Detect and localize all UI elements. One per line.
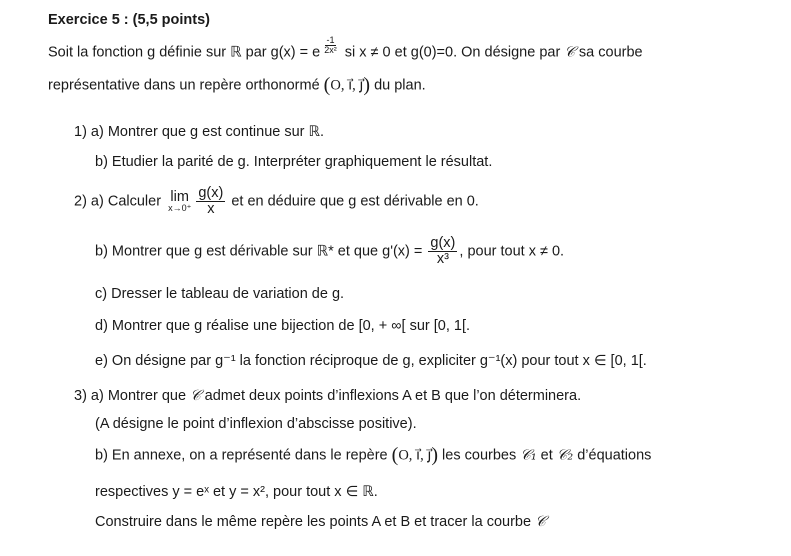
intro-line-1 [48,35,643,64]
q3b-text-mid: les courbes [438,447,521,464]
frame2-close-paren: ) [431,444,439,466]
frame2-open-paren: ( [391,444,399,466]
derivative-fraction-num: g(x) [430,235,456,251]
intro-text-a: Soit la fonction g définie sur ℝ par g(x) = e [48,44,321,61]
limit-fraction-num: g(x) [198,185,224,201]
limit-operator [168,190,191,214]
curve-symbol-q3a: 𝒞 [190,388,201,404]
intro-line-2 [48,74,426,97]
q2d-line: d) Montrer que g réalise une bijection de [0, + ∞[ sur [0, 1[. [95,318,471,334]
exercise-title: Exercice 5 : (5,5 points) [48,12,210,28]
limit-fraction [196,186,225,217]
q1a-line: 1) a) Montrer que g est continue sur ℝ. [74,124,325,140]
q3a-note: (A désigne le point d’inflexion d’abscisse positive). [95,416,417,432]
q2b-text-pre: b) Montrer que g est dérivable sur ℝ* et que g'(x) = [95,243,427,260]
q3b-text-post: d’équations [573,447,652,464]
intro-text-b: si x ≠ 0 et g(0)=0. On désigne par [340,44,565,61]
q3b-line-2: respectives y = eˣ et y = x², pour tout x ∈ ℝ. [95,484,378,500]
q1b-line: b) Etudier la parité de g. Interpréter graphiquement le résultat. [95,154,493,170]
derivative-fraction [428,236,457,267]
curve-symbol: 𝒞 [564,44,575,61]
curve-c2-symbol: 𝒞₂ [556,447,574,464]
q2a-text-pre: 2) a) Calculer [74,193,166,210]
q3b-text-pre: b) En annexe, on a représenté dans le repère [95,447,392,464]
q3a-text-pre: 3) a) Montrer que [74,388,191,404]
curve-symbol-q3b: 𝒞 [535,514,546,530]
limit-label: lim [170,188,189,205]
curve-c1-symbol: 𝒞₁ [520,447,537,464]
derivative-fraction-den: x³ [436,251,449,268]
limit-fraction-den: x [207,201,215,218]
q3b-text-et: et [536,447,557,464]
frame-symbol-2: O, i⃗, j⃗ [398,447,432,464]
q3b-line [95,444,651,467]
intro-text-c: sa courbe [574,44,643,61]
intro-text-d: représentative dans un repère orthonormé [48,77,324,94]
frame-symbol: O, i⃗, j⃗ [330,77,364,94]
q3a-text-post: admet deux points d’inflexions A et B que l’on déterminera. [200,388,582,404]
intro-text-e: du plan. [370,77,426,94]
q2b-text-post: , pour tout x ≠ 0. [459,243,565,260]
limit-subscript: x→0⁺ [168,203,192,214]
exponent [320,36,341,56]
frame-open-paren: ( [323,74,331,96]
q3b-line-3 [95,514,546,530]
frame-close-paren: ) [363,74,371,96]
q3b-text-3: Construire dans le même repère les points A et B et tracer la courbe [95,514,536,530]
exponent-numerator: -1 [326,35,335,45]
q2a-text-post: et en déduire que g est dérivable en 0. [227,193,479,210]
q3a-line [74,388,581,404]
q2c-line: c) Dresser le tableau de variation de g. [95,286,345,302]
q2a-line [74,186,479,217]
q2e-line: e) On désigne par g⁻¹ la fonction réciproque de g, expliciter g⁻¹(x) pour tout x ∈ [0, 1[. [95,353,647,369]
q2b-line [95,236,564,267]
exponent-denominator: 2x² [324,45,337,56]
